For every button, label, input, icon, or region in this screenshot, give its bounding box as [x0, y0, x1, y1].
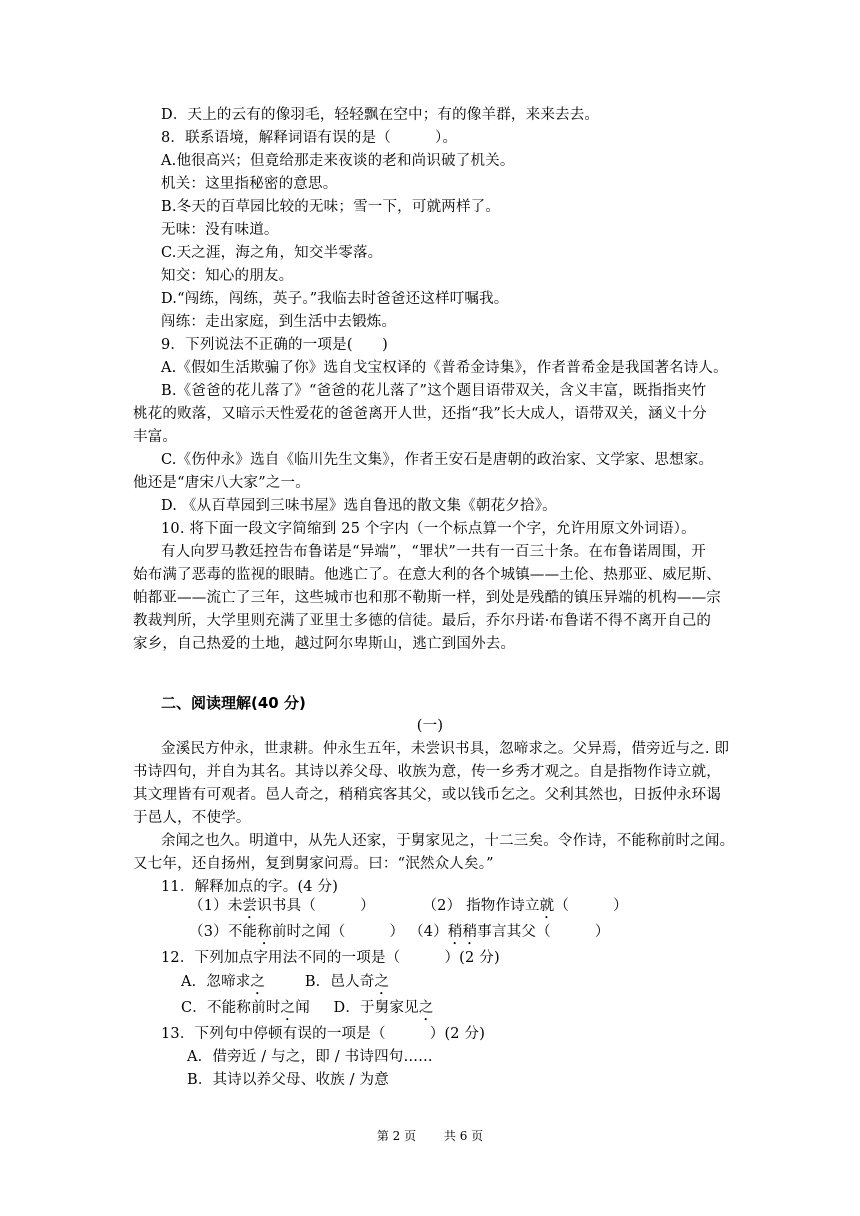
q11-1-pre: （1）未	[189, 898, 243, 914]
question-9: 9．下列说法不正确的一项是( )	[161, 337, 388, 353]
q12-option-c-tail: 闻	[295, 1000, 310, 1016]
q9-option-d: D. 《从百草园到三味书屋》选自鲁迅的散文集《朝花夕拾》。	[161, 498, 557, 514]
question-13: 13．下列句中停顿有误的一项是（ ）(2 分)	[161, 1026, 486, 1042]
q10-passage-1: 有人向罗马教廷控告布鲁诺是“异端”，“罪状”一共有一百三十条。在布鲁诺周围，开	[161, 544, 706, 560]
q8-option-d-explain: 闯练：走出家庭，到生活中去锻炼。	[161, 314, 397, 330]
q11-row-2	[189, 921, 610, 948]
option-d-line: D．天上的云有的像羽毛，轻轻飘在空中；有的像羊群，来来去去。	[161, 107, 600, 123]
question-10: 10. 将下面一段文字简缩到 25 个字内（一个标点算一个字，允许用原文外词语）。	[161, 521, 696, 537]
q12-option-c: C．不能称前时	[181, 1000, 281, 1016]
section-2-title: 二、阅读理解(40 分)	[161, 694, 306, 712]
q12-b-dotted: 之	[374, 974, 390, 990]
q10-passage-4: 教裁判所，大学里则充满了亚里士多德的信徒。最后，乔尔丹诺·布鲁诺不得不离开自己的	[133, 613, 712, 629]
q13-option-b: B．其诗以养父母、收族 / 为意	[187, 1072, 389, 1088]
q9-option-c: C.《伤仲永》选自《临川先生文集》，作者王安石是唐朝的政治家、文学家、思想家。	[161, 452, 714, 468]
q8-option-b: B.冬天的百草园比较的无味；雪一下，可就两样了。	[161, 199, 501, 215]
q12-option-d: D．于舅家见	[333, 1000, 419, 1016]
passage-line-5: 余闻之也久。明道中，从先人还家，于舅家见之，十二三矣。令作诗，不能称前时之闻。	[161, 833, 735, 849]
section-2-subtitle: (一)	[416, 718, 444, 734]
q11-1-dotted: 尝	[242, 898, 258, 914]
q8-option-c-explain: 知交：知心的朋友。	[161, 268, 294, 284]
q13-option-a: A．借旁近 / 与之，即 / 书诗四句……	[187, 1049, 433, 1065]
q11-4-dotted: 稍稍	[447, 924, 478, 940]
q11-2-post: （ ）	[554, 898, 628, 914]
q9-option-b-cont: 桃花的败落，又暗示天性爱花的爸爸离开人世，还指“我”长大成人，语带双关，涵义十分	[133, 406, 707, 422]
q11-4-pre: （4）	[409, 924, 448, 940]
q11-3-pre: （3）不能	[189, 924, 258, 940]
question-8: 8．联系语境，解释词语有误的是（ ）。	[161, 130, 458, 146]
q8-option-a-explain: 机关：这里指秘密的意思。	[161, 176, 338, 192]
q10-passage-2: 始布满了恶毒的监视的眼睛。他逃亡了。在意大利的各个城镇——土伦、热那亚、威尼斯、	[133, 567, 721, 583]
passage-line-3: 其文理皆有可观者。邑人奇之，稍稍宾客其父，或以钱币乞之。父利其然也，日扳仲永环谒	[133, 787, 721, 803]
passage-line-6: 又七年，还自扬州，复到舅家问焉。曰：“泯然众人矣。”	[133, 856, 494, 872]
question-12: 12．下列加点字用法不同的一项是（ ）(2 分)	[161, 950, 500, 966]
q12-row-1	[181, 971, 389, 998]
q8-option-a: A.他很高兴；但竟给那走来夜谈的老和尚识破了机关。	[161, 153, 515, 169]
q12-row-2	[181, 997, 434, 1024]
q9-option-b: B.《爸爸的花儿落了》“爸爸的花儿落了”这个题目语带双关，含义丰富，既指指夹竹	[161, 383, 707, 399]
q10-passage-3: 帕都亚——流亡了三年，这些城市也和那不勒斯一样，到处是残酷的镇压异端的机构——宗	[133, 590, 721, 606]
q11-1-post: 识书具（ ）	[257, 898, 375, 914]
question-11: 11．解释加点的字。(4 分)	[161, 879, 339, 895]
q12-option-a: A．忽啼求	[181, 974, 251, 990]
passage-line-4: 于邑人，不使学。	[133, 810, 251, 826]
q12-c-dotted: 之	[280, 1000, 296, 1016]
passage-line-1: 金溪民方仲永，世隶耕。仲永生五年，未尝识书具，忽啼求之。父异焉，借旁近与之. 即	[161, 741, 730, 757]
q9-option-b-cont2: 丰富。	[133, 429, 178, 445]
q9-option-a: A.《假如生活欺骗了你》选自戈宝权译的《普希金诗集》，作者普希金是我国著名诗人。	[161, 360, 728, 376]
q8-option-d: D.“闯练，闯练，英子。”我临去时爸爸还这样叮嘱我。	[161, 291, 509, 307]
q11-row-1	[189, 895, 628, 922]
q11-3-dotted: 称	[257, 924, 272, 940]
q9-option-c-cont: 他还是“唐宋八大家”之一。	[133, 475, 310, 491]
q11-2-pre: （2） 指物作诗立	[422, 898, 540, 914]
q11-2-dotted: 就	[539, 898, 555, 914]
q12-a-dotted: 之	[250, 974, 266, 990]
q12-d-dotted: 之	[418, 1000, 434, 1016]
page-footer: 第 2 页 共 6 页	[376, 1129, 484, 1143]
q11-3-post: 前时之闻（ ）	[271, 924, 405, 940]
q10-passage-5: 家乡，自己热爱的土地，越过阿尔卑斯山，逃亡到国外去。	[133, 636, 516, 652]
passage-line-2: 书诗四句，并自为其名。其诗以养父母、收族为意，传一乡秀才观之。自是指物作诗立就，	[133, 764, 721, 780]
q8-option-c: C.天之涯，海之角，知交半零落。	[161, 245, 383, 261]
q12-option-b: B．邑人奇	[304, 974, 375, 990]
q11-4-post: 事言其父（ ）	[477, 924, 610, 940]
q8-option-b-explain: 无味：没有味道。	[161, 222, 279, 238]
